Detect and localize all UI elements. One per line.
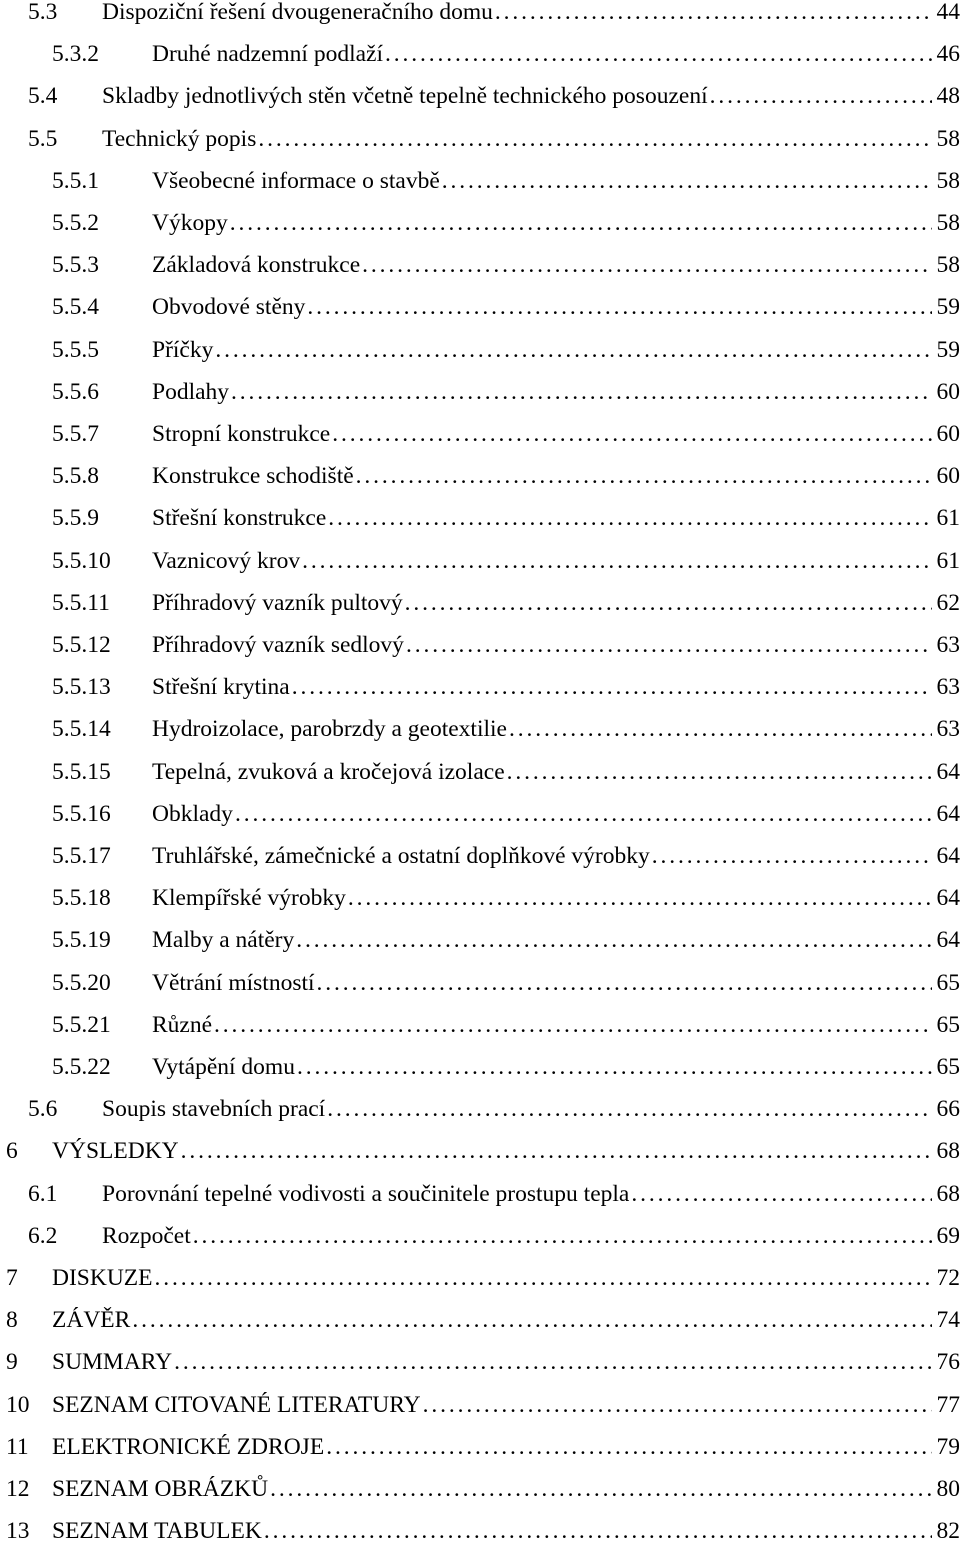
toc-entry-body: [152, 883, 960, 913]
toc-entry-body: [52, 1474, 960, 1504]
toc-entry[interactable]: [0, 1010, 960, 1040]
toc-entry[interactable]: [0, 208, 960, 238]
toc-entry-page-number: 58: [936, 210, 960, 236]
toc-entry-body: [152, 672, 960, 702]
toc-entry-page-number: 65: [936, 969, 960, 996]
toc-entry-title: SUMMARY: [52, 1349, 173, 1376]
toc-entry-number: 8: [6, 1307, 18, 1334]
toc-entry[interactable]: [0, 1052, 960, 1082]
toc-entry-page-number: 60: [936, 378, 960, 405]
toc-entry-page-number: 64: [936, 885, 960, 912]
toc-entry-page-number: 59: [936, 294, 960, 321]
toc-entry-body: [152, 799, 960, 829]
toc-entry-title: Podlahy: [152, 378, 230, 405]
toc-entry-body: [152, 714, 960, 744]
toc-entry-body: [52, 1347, 960, 1377]
toc-entry-title: Střešní krytina: [152, 674, 290, 701]
toc-entry[interactable]: [0, 39, 960, 69]
toc-entry-body: [52, 1136, 960, 1166]
toc-entry-number: 5.5.6: [52, 378, 99, 405]
dot-leader: [495, 0, 932, 27]
toc-entry-title: SEZNAM TABULEK: [52, 1518, 262, 1545]
toc-entry-page-number: 79: [936, 1433, 960, 1460]
dot-leader: [230, 208, 932, 238]
toc-entry-page-number: 64: [936, 758, 960, 785]
toc-entry-number: 5.5.17: [52, 843, 111, 869]
dot-leader: [652, 841, 932, 871]
toc-entry-number: 5.5.13: [52, 674, 111, 701]
toc-entry-page-number: 69: [936, 1222, 960, 1249]
toc-entry-body: [152, 630, 960, 660]
toc-entry-page-number: 80: [936, 1476, 960, 1502]
dot-leader: [509, 714, 932, 744]
dot-leader: [307, 292, 932, 322]
toc-entry-page-number: 64: [936, 800, 960, 827]
toc-entry-body: [52, 1263, 960, 1293]
dot-leader: [214, 1010, 932, 1040]
toc-entry-number: 5.5.9: [52, 505, 99, 532]
toc-entry-page-number: 62: [936, 589, 960, 616]
dot-leader: [631, 1179, 932, 1209]
toc-entry-title: Soupis stavebních prací: [102, 1096, 326, 1123]
toc-entry-number: 11: [6, 1433, 29, 1460]
toc-entry-number: 5.5.21: [52, 1011, 111, 1038]
toc-entry-body: [152, 377, 960, 407]
toc-entry[interactable]: [0, 1305, 960, 1335]
toc-entry-number: 5.5.4: [52, 294, 99, 321]
toc-entry[interactable]: [0, 377, 960, 407]
toc-entry-number: 9: [6, 1349, 18, 1376]
toc-entry-body: [152, 757, 960, 787]
toc-entry-body: [52, 1305, 960, 1335]
dot-leader: [235, 799, 932, 829]
toc-entry-page-number: 65: [936, 1011, 960, 1038]
toc-entry-title: Příhradový vazník pultový: [152, 589, 403, 616]
toc-entry-page-number: 59: [936, 336, 960, 363]
toc-entry-title: Různé: [152, 1011, 213, 1038]
toc-entry[interactable]: [0, 419, 960, 449]
toc-entry-title: Porovnání tepelné vodivosti a součinitele prostupu tepla: [102, 1180, 630, 1207]
toc-entry-body: [152, 39, 960, 69]
dot-leader: [328, 503, 932, 533]
toc-entry[interactable]: [0, 841, 960, 871]
toc-entry-page-number: 60: [936, 463, 960, 490]
toc-entry-number: 5.5.22: [52, 1054, 111, 1080]
toc-entry[interactable]: [0, 292, 960, 322]
toc-entry-number: 5.5.14: [52, 716, 111, 743]
dot-leader: [385, 39, 932, 69]
toc-entry[interactable]: [0, 1094, 960, 1124]
dot-leader: [292, 672, 932, 702]
dot-leader: [264, 1516, 932, 1546]
toc-entry[interactable]: [0, 1347, 960, 1377]
toc-entry-title: Hydroizolace, parobrzdy a geotextilie: [152, 716, 507, 743]
dot-leader: [326, 1432, 932, 1462]
toc-entry-body: [152, 166, 960, 196]
toc-entry[interactable]: [0, 335, 960, 365]
toc-entry-title: Větrání místností: [152, 969, 315, 996]
toc-entry-body: [152, 841, 960, 871]
toc-entry-title: SEZNAM OBRÁZKŮ: [52, 1476, 269, 1502]
dot-leader: [317, 968, 932, 998]
toc-entry[interactable]: [0, 124, 960, 154]
toc-entry-page-number: 68: [936, 1180, 960, 1207]
toc-entry-number: 5.6: [28, 1096, 58, 1123]
dot-leader: [442, 166, 932, 196]
toc-entry-page-number: 74: [936, 1307, 960, 1334]
toc-entry-number: 5.3.2: [52, 41, 99, 68]
dot-leader: [296, 925, 932, 955]
toc-entry-number: 13: [6, 1518, 30, 1545]
toc-entry[interactable]: [0, 1263, 960, 1293]
toc-entry-page-number: 64: [936, 927, 960, 954]
toc-entry-body: [152, 335, 960, 365]
toc-entry-body: [152, 503, 960, 533]
toc-entry-body: [152, 250, 960, 280]
toc-entry-number: 10: [6, 1391, 30, 1418]
toc-entry-number: 5.5.20: [52, 969, 111, 996]
toc-entry-title: VÝSLEDKY: [52, 1138, 179, 1165]
toc-entry-title: Konstrukce schodiště: [152, 463, 354, 490]
toc-entry[interactable]: [0, 1179, 960, 1209]
toc-entry[interactable]: [0, 546, 960, 576]
dot-leader: [297, 1052, 932, 1082]
toc-entry-body: [152, 292, 960, 322]
dot-leader: [423, 1390, 932, 1420]
toc-entry-number: 5.5.5: [52, 336, 99, 363]
toc-entry-number: 6.1: [28, 1180, 58, 1207]
dot-leader: [132, 1305, 932, 1335]
toc-entry-number: 5.5.19: [52, 927, 111, 954]
toc-entry[interactable]: [0, 0, 960, 27]
toc-entry[interactable]: [0, 757, 960, 787]
toc-entry-title: Stropní konstrukce: [152, 421, 331, 447]
toc-entry-title: ZÁVĚR: [52, 1307, 131, 1334]
toc-entry-page-number: 82: [936, 1518, 960, 1545]
toc-entry-body: [102, 1179, 960, 1209]
dot-leader: [406, 630, 932, 660]
toc-entry-title: Dispoziční řešení dvougeneračního domu: [102, 0, 493, 25]
toc-entry-body: [102, 1221, 960, 1251]
toc-entry-page-number: 48: [936, 83, 960, 110]
toc-entry-body: [102, 124, 960, 154]
toc-entry[interactable]: [0, 166, 960, 196]
toc-entry-body: [152, 925, 960, 955]
toc-entry-title: Tepelná, zvuková a kročejová izolace: [152, 758, 505, 785]
toc-entry-body: [152, 419, 960, 449]
dot-leader: [193, 1221, 932, 1251]
toc-entry-number: 5.5.10: [52, 547, 111, 574]
toc-entry[interactable]: [0, 588, 960, 618]
toc-entry-title: Základová konstrukce: [152, 252, 361, 279]
toc-entry-title: Malby a nátěry: [152, 927, 295, 954]
toc-entry-page-number: 66: [936, 1096, 960, 1123]
toc-entry-title: Příhradový vazník sedlový: [152, 632, 404, 658]
toc-entry-page-number: 58: [936, 252, 960, 279]
dot-leader: [348, 883, 932, 913]
toc-entry-number: 5.5.3: [52, 252, 99, 279]
toc-entry-title: ELEKTRONICKÉ ZDROJE: [52, 1433, 325, 1460]
toc-entry-number: 5.5.7: [52, 421, 99, 447]
toc-entry[interactable]: [0, 968, 960, 998]
toc-entry-title: Truhlářské, zámečnické a ostatní doplňkové výrobky: [152, 843, 650, 869]
toc-entry[interactable]: [0, 461, 960, 491]
toc-entry-title: Vaznicový krov: [152, 547, 301, 574]
toc-entry-body: [152, 968, 960, 998]
toc-entry-number: 5.5.12: [52, 632, 111, 658]
toc-entry-page-number: 64: [936, 843, 960, 869]
dot-leader: [356, 461, 932, 491]
toc-entry-page-number: 77: [936, 1391, 960, 1418]
toc-entry-number: 5.5.15: [52, 758, 111, 785]
toc-entry[interactable]: [0, 799, 960, 829]
toc-entry-body: [102, 1094, 960, 1124]
dot-leader: [507, 757, 932, 787]
toc-entry-title: Klempířské výrobky: [152, 885, 346, 912]
toc-entry-title: Technický popis: [102, 125, 257, 152]
toc-entry-page-number: 72: [936, 1265, 960, 1291]
toc-entry-number: 12: [6, 1476, 30, 1502]
toc-entry-title: Výkopy: [152, 210, 228, 236]
toc-entry-number: 5.5.16: [52, 800, 111, 827]
toc-entry-page-number: 63: [936, 716, 960, 743]
toc-entry-page-number: 68: [936, 1138, 960, 1165]
toc-entry-body: [152, 1052, 960, 1082]
toc-entry-title: Vytápění domu: [152, 1054, 295, 1080]
toc-entry-page-number: 63: [936, 632, 960, 658]
toc-entry[interactable]: [0, 630, 960, 660]
toc-entry-number: 7: [6, 1265, 18, 1291]
toc-entry-body: [152, 208, 960, 238]
toc-entry-number: 6.2: [28, 1222, 58, 1249]
toc-entry-page-number: 61: [936, 505, 960, 532]
toc-entry[interactable]: [0, 1390, 960, 1420]
toc-entry-number: 5.5.8: [52, 463, 99, 490]
dot-leader: [332, 419, 932, 449]
toc-entry[interactable]: [0, 714, 960, 744]
toc-entry-title: DISKUZE: [52, 1265, 153, 1291]
toc-entry-body: [152, 461, 960, 491]
toc-entry-body: [52, 1432, 960, 1462]
toc-entry[interactable]: [0, 1221, 960, 1251]
toc-entry-body: [102, 0, 960, 27]
dot-leader: [174, 1347, 932, 1377]
toc-entry-page-number: 61: [936, 547, 960, 574]
toc-entry-title: Rozpočet: [102, 1222, 191, 1249]
toc-entry-page-number: 46: [936, 41, 960, 68]
toc-entry[interactable]: [0, 1136, 960, 1166]
toc-entry[interactable]: [0, 1474, 960, 1504]
toc-entry[interactable]: [0, 672, 960, 702]
toc-entry-number: 5.4: [28, 83, 58, 110]
toc-entry[interactable]: [0, 1432, 960, 1462]
toc-entry-body: [152, 546, 960, 576]
toc-entry-number: 5.5.1: [52, 167, 99, 194]
toc-entry-body: [152, 588, 960, 618]
toc-entry-page-number: 60: [936, 421, 960, 447]
toc-entry-number: 5.5.2: [52, 210, 99, 236]
toc-entry-title: Střešní konstrukce: [152, 505, 327, 532]
toc-entry-number: 6: [6, 1138, 18, 1165]
toc-entry-number: 5.5: [28, 125, 58, 152]
dot-leader: [155, 1263, 932, 1293]
dot-leader: [215, 335, 932, 365]
dot-leader: [362, 250, 932, 280]
toc-entry-title: Druhé nadzemní podlaží: [152, 41, 383, 68]
toc-entry-title: Obvodové stěny: [152, 294, 306, 321]
dot-leader: [710, 81, 932, 111]
toc-entry-number: 5.5.11: [52, 589, 110, 616]
toc-entry[interactable]: [0, 503, 960, 533]
dot-leader: [405, 588, 932, 618]
toc-entry-page-number: 63: [936, 674, 960, 701]
toc-entry-number: 5.5.18: [52, 885, 111, 912]
toc-entry-body: [102, 81, 960, 111]
toc-entry-page-number: 76: [936, 1349, 960, 1376]
toc-entry-title: Obklady: [152, 800, 233, 827]
toc-entry[interactable]: [0, 883, 960, 913]
toc-entry[interactable]: [0, 81, 960, 111]
toc-entry-page-number: 58: [936, 125, 960, 152]
dot-leader: [327, 1094, 932, 1124]
toc-entry-title: Skladby jednotlivých stěn včetně tepelně technického posouzení: [102, 83, 708, 110]
toc-entry[interactable]: [0, 925, 960, 955]
dot-leader: [181, 1136, 932, 1166]
toc-entry[interactable]: [0, 250, 960, 280]
toc-entry-title: Všeobecné informace o stavbě: [152, 167, 440, 194]
dot-leader: [302, 546, 932, 576]
toc-entry-page-number: 44: [936, 0, 960, 25]
dot-leader: [231, 377, 932, 407]
toc-entry-title: SEZNAM CITOVANÉ LITERATURY: [52, 1391, 421, 1418]
dot-leader: [258, 124, 932, 154]
toc-entry-number: 5.3: [28, 0, 58, 25]
toc-entry-title: Příčky: [152, 336, 214, 363]
toc-entry-body: [52, 1516, 960, 1546]
toc-entry-page-number: 65: [936, 1054, 960, 1080]
dot-leader: [270, 1474, 932, 1504]
toc-entry-page-number: 58: [936, 167, 960, 194]
toc-entry[interactable]: [0, 1516, 960, 1546]
toc-entry-body: [52, 1390, 960, 1420]
toc-entry-body: [152, 1010, 960, 1040]
